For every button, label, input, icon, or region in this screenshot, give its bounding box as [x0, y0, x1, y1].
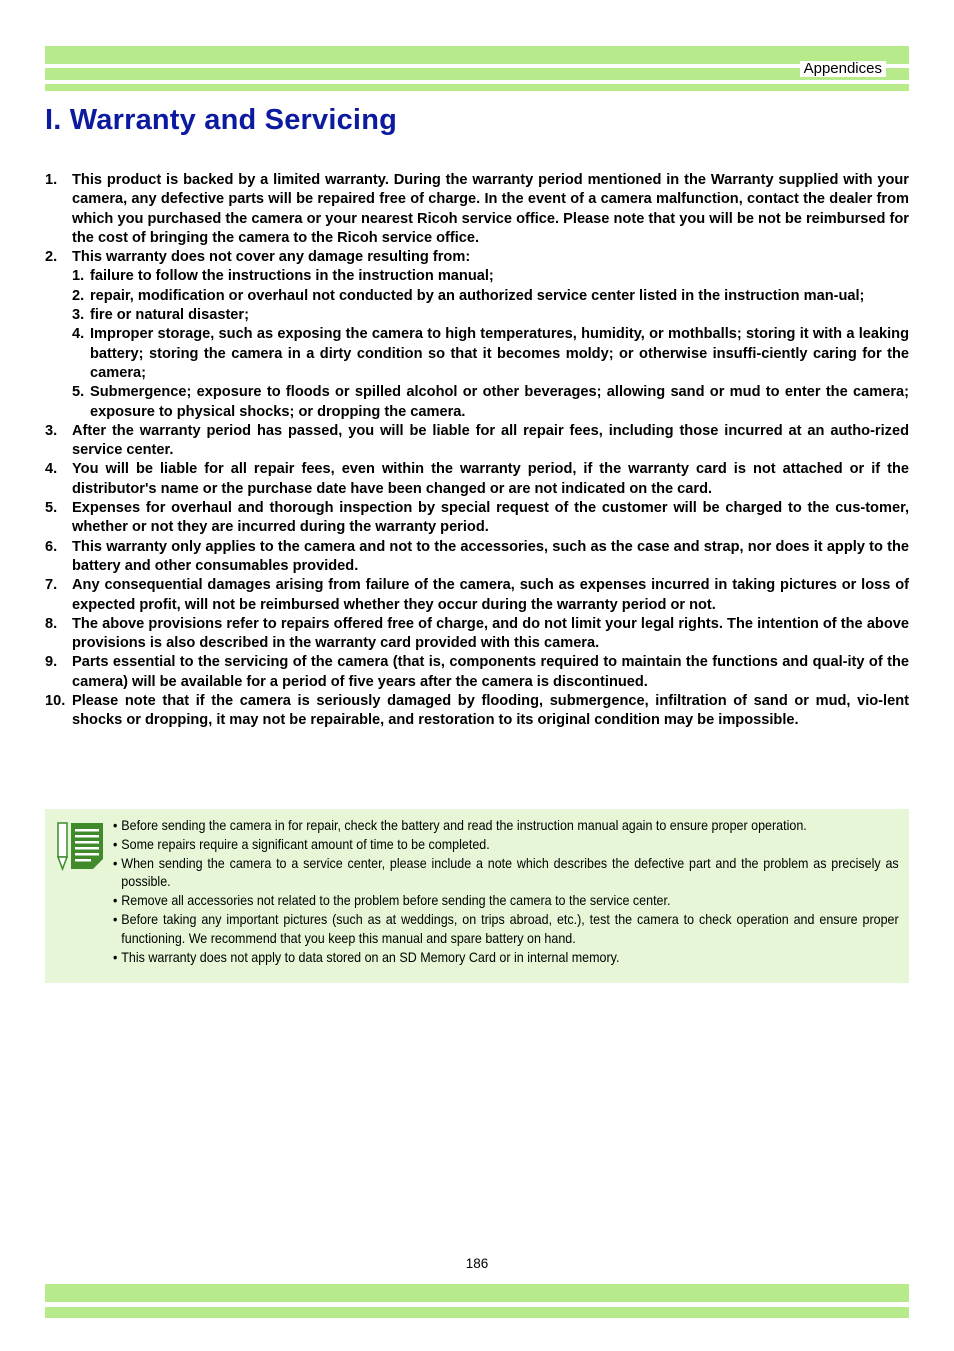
- warranty-item: [45, 538, 909, 577]
- warranty-item: [45, 499, 909, 538]
- warranty-item-body: [72, 460, 909, 499]
- page-number: 186: [465, 1256, 489, 1271]
- bullet: •: [113, 855, 118, 871]
- warranty-item-body: [72, 171, 909, 248]
- warranty-item-number: 2.: [45, 249, 58, 266]
- warranty-item: [45, 248, 909, 422]
- note-text: This warranty does not apply to data stored on an SD Memory Card or in internal memory.: [121, 949, 620, 965]
- header-band-top: [45, 46, 909, 64]
- warranty-item: [45, 615, 909, 654]
- warranty-item-text: Expenses for overhaul and thorough inspection by special request of the customer will be charged to the cus-tomer, whether or not they are incurred during the warranty period.: [72, 500, 909, 536]
- damage-cause-text: failure to follow the instructions in the instruction manual;: [90, 268, 494, 285]
- warranty-item-body: [72, 653, 909, 692]
- header-band-bottom: [45, 84, 909, 91]
- note-item: [113, 892, 899, 911]
- note-text: When sending the camera to a service center, please include a note which describes the defective part and the problem as precisely as possible.: [121, 855, 899, 890]
- footer-band-top: [45, 1284, 909, 1302]
- warranty-item-text: This product is backed by a limited warranty. During the warranty period mentioned in the Warranty supplied with your camera, any defective parts will be repaired free of charge. In the event of a camera malfunction, contact the dealer from which you purchased the camera or your nearest Ricoh service office. Please note that you will be not be reimbursed for the cost of bringing the camera to the Ricoh service office.: [72, 172, 909, 246]
- warranty-item-body: [72, 422, 909, 461]
- warranty-item-text: You will be liable for all repair fees, even within the warranty period, if the warranty card is not attached or if the distributor's name or the purchase date have been changed or are not indicated on the card.: [72, 461, 909, 497]
- note-list: [113, 817, 899, 967]
- warranty-item-number: 9.: [45, 654, 58, 671]
- damage-cause-item: [72, 267, 909, 286]
- damage-cause-number: 3.: [72, 307, 85, 324]
- damage-cause-item: [72, 325, 909, 383]
- memo-icon: [57, 821, 105, 873]
- header-band-middle: [45, 68, 909, 80]
- damage-cause-text: repair, modification or overhaul not conducted by an authorized service center listed in the instruction man-ual;: [90, 287, 865, 304]
- warranty-item-text: This warranty only applies to the camera and not to the accessories, such as the case and strap, nor does it apply to the battery and other consumables provided.: [72, 538, 909, 574]
- damage-cause-number: 1.: [72, 268, 85, 285]
- bullet: •: [113, 949, 118, 965]
- warranty-item-text: Please note that if the camera is seriously damaged by flooding, submergence, infiltration of sand or mud, vio-lent shocks or dropping, it may not be repairable, and restoration to its original condition may be impossible.: [72, 693, 909, 729]
- note-item: [113, 911, 899, 949]
- bullet: •: [113, 893, 118, 909]
- damage-cause-item: [72, 306, 909, 325]
- damage-cause-number: 2.: [72, 287, 85, 304]
- bullet: •: [113, 818, 118, 833]
- note-text: Remove all accessories not related to the problem before sending the camera to the service center.: [121, 893, 671, 909]
- warranty-item-number: 4.: [45, 461, 58, 478]
- warranty-item-text: After the warranty period has passed, you will be liable for all repair fees, including those incurred at an autho-rized service center.: [72, 422, 909, 459]
- warranty-item-number: 8.: [45, 615, 58, 632]
- damage-cause-text: Improper storage, such as exposing the camera to high temperatures, humidity, or mothballs; storing it with a leaking battery; storing the camera in a dirty condition so that it becomes moldy; or otherwise insuffi-ciently caring for the camera;: [90, 326, 909, 381]
- warranty-item-number: 5.: [45, 500, 58, 517]
- note-text: Before sending the camera in for repair, check the battery and read the instruction manual again to ensure proper operation.: [121, 818, 807, 833]
- warranty-item: [45, 653, 909, 692]
- warranty-item-text: The above provisions refer to repairs offered free of charge, and do not limit your legal rights. The intention of the above provisions is also described in the warranty card provided with this camera.: [72, 615, 909, 652]
- damage-cause-text: Submergence; exposure to floods or spilled alcohol or other beverages; allowing sand or mud to enter the camera; exposure to physical shocks; or dropping the camera.: [90, 384, 909, 420]
- warranty-item: [45, 171, 909, 248]
- bullet: •: [113, 911, 118, 927]
- warranty-item-body: [72, 576, 909, 615]
- warranty-list: [45, 171, 909, 731]
- damage-cause-item: [72, 383, 909, 422]
- warranty-item-number: 3.: [45, 422, 58, 439]
- warranty-item: [45, 460, 909, 499]
- damage-cause-number: 4.: [72, 326, 85, 343]
- damage-cause-list: [72, 267, 909, 421]
- warranty-item-number: 1.: [45, 172, 58, 188]
- bullet: •: [113, 836, 118, 852]
- warranty-item-number: 6.: [45, 538, 58, 555]
- warranty-item-text: Any consequential damages arising from failure of the camera, such as expenses incurred in taking pictures or loss of expected profit, will not be reimbursed whether they occur during the warranty period or not.: [72, 577, 909, 613]
- warranty-item-number: 7.: [45, 577, 58, 594]
- warranty-item: [45, 576, 909, 615]
- warranty-item: [45, 692, 909, 731]
- warranty-item-number: 10.: [45, 693, 66, 710]
- note-item: [113, 949, 899, 968]
- damage-cause-text: fire or natural disaster;: [90, 307, 249, 324]
- note-text: Some repairs require a significant amount of time to be completed.: [121, 836, 490, 852]
- warranty-item-body: [72, 538, 909, 577]
- warranty-item-body: [72, 499, 909, 538]
- section-label: Appendices: [800, 61, 886, 77]
- page-title: I. Warranty and Servicing: [45, 104, 398, 136]
- warranty-item-text: Parts essential to the servicing of the camera (that is, components required to maintain the functions and qual-ity of the camera) will be available for a period of five years after the camera is discontinued.: [72, 654, 909, 690]
- note-item: [113, 817, 899, 836]
- note-box: [45, 809, 909, 983]
- note-item: [113, 855, 899, 893]
- warranty-item-body: [72, 248, 909, 422]
- note-text: Before taking any important pictures (such as at weddings, on trips abroad, etc.), test the camera to check operation and ensure proper functioning. We recommend that you keep this manual and spare battery on hand.: [121, 911, 899, 946]
- warranty-item-text: This warranty does not cover any damage resulting from:: [72, 249, 471, 266]
- warranty-item: [45, 422, 909, 461]
- warranty-item-body: [72, 692, 909, 731]
- footer-band-bottom: [45, 1307, 909, 1318]
- note-item: [113, 836, 899, 855]
- damage-cause-item: [72, 287, 909, 306]
- damage-cause-number: 5.: [72, 384, 85, 401]
- warranty-item-body: [72, 615, 909, 654]
